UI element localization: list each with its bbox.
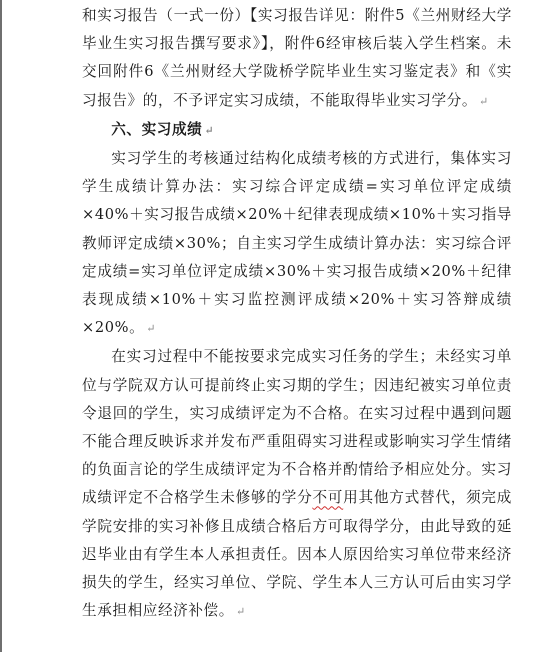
- section-heading: [82, 116, 512, 145]
- page-frame-edge: [0, 0, 2, 652]
- paragraph-mark-icon: ↵: [146, 322, 156, 336]
- paragraph-text: 实习学生的考核通过结构化成绩考核的方式进行，集体实习学生成绩计算办法：实习综合评定成绩=实习单位评定成绩×40%＋实习报告成绩×20%＋纪律表现成绩×10%＋实习指导教师评定成绩×30%；自主实习学生成绩计算办法：实习综合评定成绩=实习单位评定成绩×30%＋实习报告成绩×20%＋纪律表现成绩×10%＋实习监控测评成绩×20%＋实习答辩成绩×20%。: [82, 150, 512, 337]
- document-page: [82, 2, 512, 626]
- paragraph-text-before: 在实习过程中不能按要求完成实习任务的学生；未经实习单位与学院双方认可提前终止实习期的学生；因违纪被实习单位责令退回的学生，实习成绩评定为不合格。在实习过程中遇到问题不能合理反映诉求并发布严重阻碍实习进程或影响实习学生情绪的负面言论的学生成绩评定为不合格并酌情给予相应处分。实习成绩评定不合格学生未修够的学分: [82, 348, 512, 507]
- paragraph-attachments: [82, 2, 512, 116]
- paragraph-text-after: 用其他方式替代，须完成学院安排的实习补修且成绩合格后方可取得学分，由此导致的延迟毕业由有学生本人承担责任。因本人原因给实习单位带来经济损失的学生，经实习单位、学院、学生本人三方认可后由实习学生承担相应经济补偿。: [82, 489, 512, 620]
- spellcheck-flagged-text[interactable]: 不可: [312, 489, 344, 507]
- heading-text: 六、实习成绩: [111, 120, 203, 138]
- paragraph-text: 和实习报告（一式一份）【实习报告详见：附件5《兰州财经大学毕业生实习报告撰写要求》】，附件6经审核后装入学生档案。未交回附件6《兰州财经大学陇桥学院毕业生实习鉴定表》和《实习报告》的，不予评定实习成绩，不能取得毕业实习学分。: [82, 7, 512, 109]
- paragraph-mark-icon: ↵: [235, 605, 246, 619]
- paragraph-grading-formula: [82, 145, 512, 343]
- paragraph-mark-icon: ↵: [479, 94, 489, 108]
- paragraph-mark-icon: ↵: [204, 123, 214, 137]
- paragraph-failing-rules: [82, 343, 512, 626]
